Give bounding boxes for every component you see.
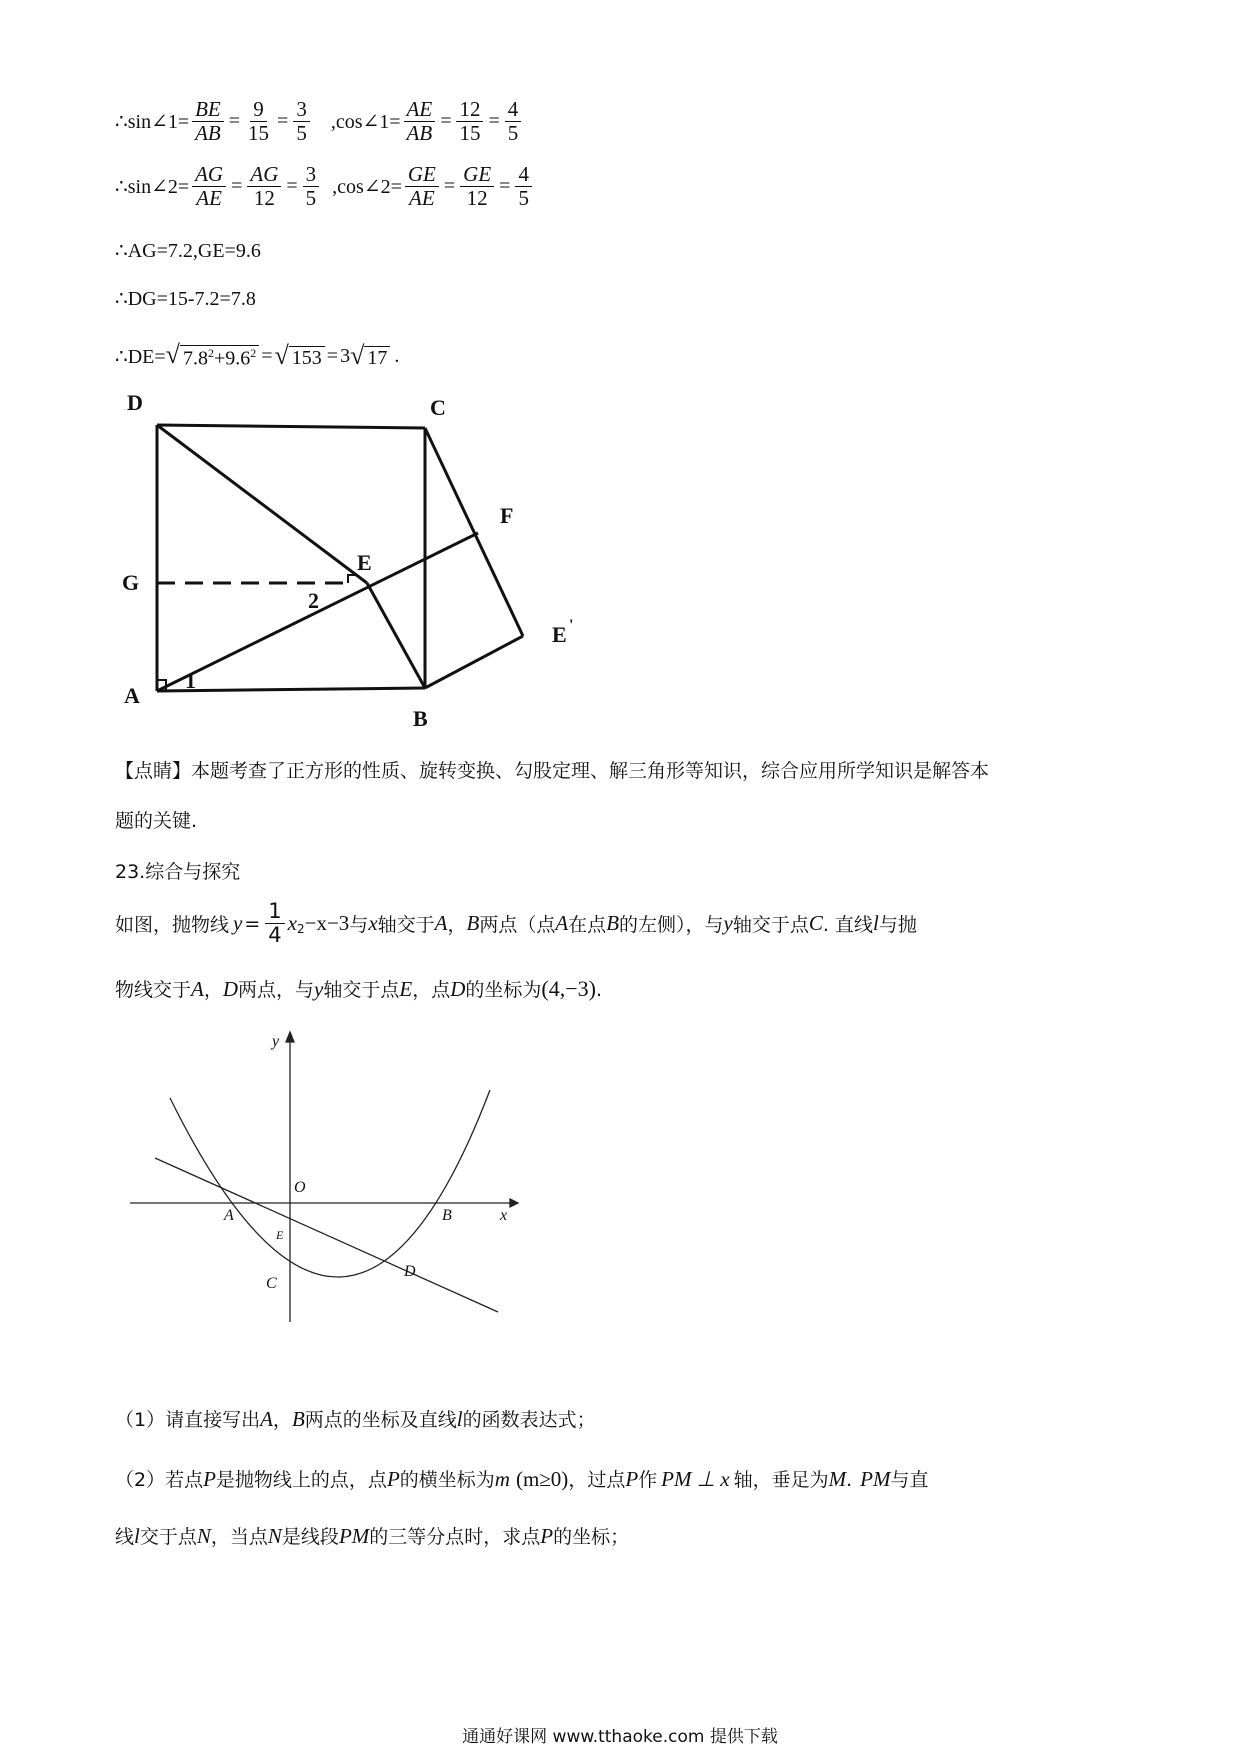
side-AB xyxy=(157,688,425,691)
label-prime: ' xyxy=(569,617,574,634)
fraction: $\frac{GE}{AE}$ xyxy=(405,163,439,210)
fraction: $\frac{3}{5}$ xyxy=(303,163,320,210)
de-line: ∴DE= √ $7.8^2+9.6^2$ = √ 153 = 3 √ 17 . xyxy=(115,340,400,370)
fraction: $\frac{12}{15}$ xyxy=(456,98,483,145)
label-C: C xyxy=(266,1275,277,1292)
sqrt-expression: √ 153 xyxy=(275,343,325,370)
label-y: y xyxy=(272,1033,280,1050)
comment-line-2: 题的关键. xyxy=(115,810,198,832)
label-E: E xyxy=(357,550,372,575)
problem-intro-line-2: 物线交于A，D两点，与y轴交于点E，点D的坐标为(4,−3). xyxy=(115,976,603,1001)
sin1-lead: ∴sin∠1= xyxy=(115,111,190,134)
fraction: $\frac{1}{4}$ xyxy=(265,900,284,947)
dg-line: ∴DG=15-7.2=7.8 xyxy=(115,288,256,310)
square-rotation-figure xyxy=(110,390,590,735)
label-D: D xyxy=(404,1263,416,1280)
problem-intro-line-1: 如图，抛物线 y = $\frac{1}{4}$ x $_2$ −x−3 与 x 轴交于 A ， B 两点（点 A 在点 B 的左侧），与 y 轴交于点 C . 直线 l 与抛 xyxy=(115,899,917,948)
question-2-line-1: （2）若点P是抛物线上的点，点P的横坐标为m (m≥0)，过点P作 PM ⊥ x 轴，垂足为M. PM与直 xyxy=(115,1467,929,1491)
sin1-line: ∴sin∠1= $\frac{BE}{AB}$ = $\frac{9}{15}$ = $\frac{3}{5}$ ,cos∠1= $\frac{AE}{AB}$ = $\frac{12}{15}$ = $\frac{4}{5}$ xyxy=(115,98,524,145)
label-A: A xyxy=(124,683,140,708)
label-E-prime: E xyxy=(552,622,567,647)
question-2-line-2: 线l交于点N，当点N是线段PM的三等分点时，求点P的坐标； xyxy=(115,1524,630,1548)
label-C: C xyxy=(430,395,446,420)
label-B: B xyxy=(442,1207,452,1224)
label-G: G xyxy=(122,570,140,595)
label-A: A xyxy=(224,1207,234,1224)
comment-line-1: 【点睛】本题考查了正方形的性质、旋转变换、勾股定理、解三角形等知识，综合应用所学知识是解答本 xyxy=(115,760,990,782)
problem-title: 23.综合与探究 xyxy=(115,861,241,883)
parabola-figure xyxy=(120,1030,520,1330)
label-D: D xyxy=(127,390,143,415)
fraction: $\frac{AE}{AB}$ xyxy=(404,98,436,145)
line-l xyxy=(155,1158,498,1312)
fraction: $\frac{3}{5}$ xyxy=(293,98,310,145)
sin2-lead: ∴sin∠2= xyxy=(115,176,190,199)
label-2: 2 xyxy=(308,588,319,613)
footer-watermark: 通通好课网 www.tthaoke.com 提供下载 xyxy=(462,1727,778,1747)
cos1-lead: ,cos∠1= xyxy=(330,111,401,134)
fraction: $\frac{4}{5}$ xyxy=(515,163,532,210)
fraction: $\frac{4}{5}$ xyxy=(505,98,522,145)
segment-EB xyxy=(367,583,425,688)
cos2-lead: ,cos∠2= xyxy=(332,176,402,199)
fraction: $\frac{9}{15}$ xyxy=(248,97,270,146)
segment-CE-prime xyxy=(425,428,523,636)
label-O: O xyxy=(294,1179,306,1196)
question-1: （1）请直接写出A，B两点的坐标及直线l的函数表达式； xyxy=(115,1407,596,1431)
side-DC xyxy=(157,425,425,428)
sin2-line: ∴sin∠2= $\frac{AG}{AE}$ = $\frac{AG}{12}$ = $\frac{3}{5}$ ,cos∠2= $\frac{GE}{AE}$ = $\frac{GE}{12}$ = $\frac{4}{5}$ xyxy=(115,163,535,210)
fraction: $\frac{GE}{12}$ xyxy=(460,163,494,210)
label-B: B xyxy=(413,706,428,731)
right-angle-mark xyxy=(348,575,356,583)
sqrt-expression: √ $7.8^2+9.6^2$ xyxy=(166,342,260,371)
label-1: 1 xyxy=(185,668,196,693)
segment-DE xyxy=(157,425,367,583)
x-axis-arrow xyxy=(510,1199,518,1207)
ag-ge-line: ∴AG=7.2,GE=9.6 xyxy=(115,240,261,262)
segment-BE-prime xyxy=(425,636,523,688)
label-x: x xyxy=(500,1207,508,1224)
label-F: F xyxy=(500,503,514,528)
fraction: $\frac{AG}{AE}$ xyxy=(192,163,226,210)
y-axis-arrow xyxy=(286,1032,294,1042)
fraction: $\frac{BE}{AB}$ xyxy=(192,98,224,145)
fraction: $\frac{AG}{12}$ xyxy=(247,163,281,210)
label-E: E xyxy=(276,1228,284,1242)
parabola-curve xyxy=(170,1090,490,1277)
sqrt-expression: √ 17 xyxy=(350,343,390,370)
